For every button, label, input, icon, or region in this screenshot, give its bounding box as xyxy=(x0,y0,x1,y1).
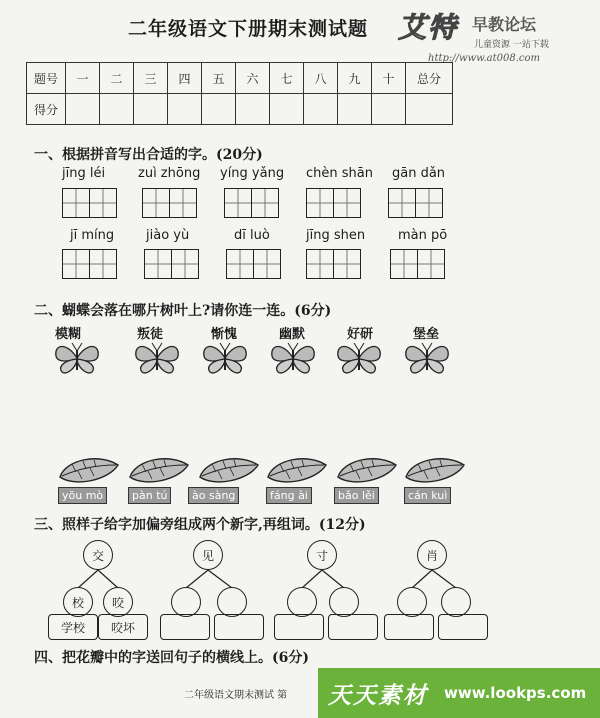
watermark-tagline: 儿童资源 一站下载 xyxy=(474,40,549,50)
tree-word-box: 学校 xyxy=(48,614,98,640)
tree-word-box[interactable] xyxy=(274,614,324,640)
pinyin-label: dī luò xyxy=(234,228,270,243)
tree-word-box[interactable] xyxy=(384,614,434,640)
site-banner xyxy=(318,668,600,718)
watermark-url: http://www.at008.com xyxy=(428,53,541,64)
tree-child-char[interactable] xyxy=(441,587,471,617)
watermark-subtitle: 早教论坛 xyxy=(472,15,537,34)
section4-title: 四、把花瓣中的字送回句子的横线上。(6分) xyxy=(34,650,309,666)
leaf-pinyin: cán kuì xyxy=(404,487,451,504)
banner-logo: 天天素材 xyxy=(328,681,428,709)
butterfly-word: 好研 xyxy=(346,327,373,342)
header-cell: 总分 xyxy=(406,63,453,94)
section1-title: 一、根据拼音写出合适的字。(20分) xyxy=(34,147,263,163)
tree-child-char[interactable] xyxy=(287,587,317,617)
page-title: 二年级语文下册期末测试题 xyxy=(128,18,369,40)
page-footer: 二年级语文期末测试 第 xyxy=(184,690,288,701)
leaf-pinyin: ào sàng xyxy=(188,487,239,504)
leaf-pinyin: pàn tú xyxy=(128,487,171,504)
header-cell: 三 xyxy=(134,63,168,94)
tree-root-char: 肖 xyxy=(417,540,447,570)
pinyin-label: yíng yǎng xyxy=(220,166,285,181)
tree-child-char[interactable] xyxy=(217,587,247,617)
pinyin-label: jiào yù xyxy=(146,228,190,243)
tree-word-box[interactable] xyxy=(328,614,378,640)
tree-word-box[interactable] xyxy=(160,614,210,640)
header-cell: 五 xyxy=(202,63,236,94)
tree-word-box: 咬坏 xyxy=(98,614,148,640)
butterfly-word: 惭愧 xyxy=(210,327,237,342)
row-label: 得分 xyxy=(27,94,66,125)
leaf-pinyin: yōu mò xyxy=(58,487,107,504)
header-cell: 二 xyxy=(100,63,134,94)
header-cell: 十 xyxy=(372,63,406,94)
header-cell: 七 xyxy=(270,63,304,94)
butterfly-word: 模糊 xyxy=(54,327,81,342)
butterfly-word: 叛徒 xyxy=(136,327,163,342)
leaf-pinyin: fáng ài xyxy=(266,487,312,504)
watermark-logo: 艾特 xyxy=(398,11,459,44)
tree-child-char[interactable] xyxy=(329,587,359,617)
tree-child-char[interactable] xyxy=(397,587,427,617)
tree-child-char[interactable] xyxy=(171,587,201,617)
butterfly-word: 幽默 xyxy=(278,327,305,342)
header-cell: 一 xyxy=(66,63,100,94)
tree-word-box[interactable] xyxy=(214,614,264,640)
pinyin-label: zuì zhōng xyxy=(138,166,201,181)
tree-root-char: 寸 xyxy=(307,540,337,570)
tree-child-char: 校 xyxy=(63,587,93,617)
header-cell: 八 xyxy=(304,63,338,94)
leaf-pinyin: bǎo lěi xyxy=(334,487,379,504)
header-cell: 六 xyxy=(236,63,270,94)
banner-url: www.lookps.com xyxy=(444,684,587,702)
tree-child-char: 咬 xyxy=(103,587,133,617)
pinyin-label: màn pō xyxy=(398,228,448,243)
tree-root-char: 交 xyxy=(83,540,113,570)
tree-word-box[interactable] xyxy=(438,614,488,640)
pinyin-label: gān dǎn xyxy=(392,166,446,181)
butterfly-word: 堡垒 xyxy=(412,327,439,342)
tree-root-char: 见 xyxy=(193,540,223,570)
pinyin-label: jī míng xyxy=(70,228,115,243)
pinyin-label: jīng shen xyxy=(306,228,366,243)
section2-title: 二、蝴蝶会落在哪片树叶上?请你连一连。(6分) xyxy=(34,303,332,319)
pinyin-label: chèn shān xyxy=(306,166,373,181)
section3-title: 三、照样子给字加偏旁组成两个新字,再组词。(12分) xyxy=(34,517,366,533)
header-cell: 九 xyxy=(338,63,372,94)
header-cell: 题号 xyxy=(27,63,66,94)
pinyin-label: jīng léi xyxy=(62,166,106,181)
header-cell: 四 xyxy=(168,63,202,94)
